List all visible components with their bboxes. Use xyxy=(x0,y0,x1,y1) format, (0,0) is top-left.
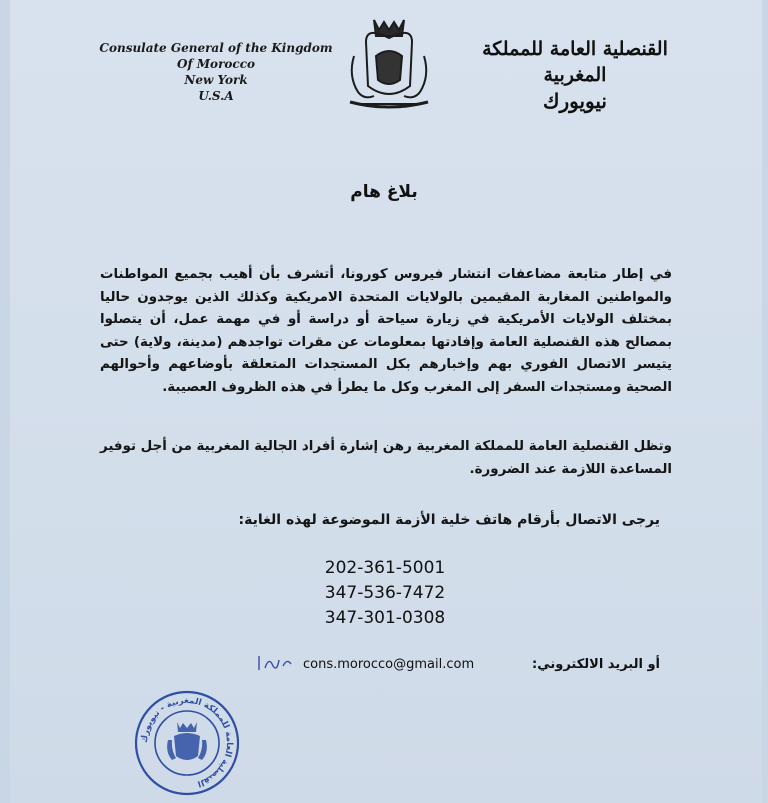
header-english-line: Of Morocco xyxy=(176,57,256,71)
consulate-header-arabic xyxy=(450,36,700,114)
phone-number: 202-361-5001 xyxy=(324,558,446,578)
notice-paragraph-2: وتظل القنصلية العامة للمملكة المغربية رهن إشارة أفراد الجالية المغربية من أجل توفير المساعدة اللازمة عند الضرورة. xyxy=(100,439,672,477)
header-english-line: Consulate General of the Kingdom xyxy=(99,41,333,55)
phone-number: 347-536-7472 xyxy=(324,583,446,603)
seal-text: القنصلية العامة للمملكة المغربية - نيويورك xyxy=(139,695,235,789)
email-label: أو البريد الالكتروني: xyxy=(532,657,660,672)
handwritten-mark xyxy=(255,652,295,674)
header-english-line: New York xyxy=(184,73,248,87)
document-sheet xyxy=(10,0,762,803)
consulate-seal-icon xyxy=(132,690,242,796)
coat-of-arms-icon xyxy=(344,16,434,112)
notice-paragraph-1: في إطار متابعة مضاعفات انتشار فيروس كورونا، أتشرف بأن أهيب بجميع المواطنات والمواطنين المغاربة المقيمين بالولايات المتحدة الامريكية وكذلك الذين يوجدون حاليا بمختلف الولايات الأمريكية في زيارة سياحة أو دراسة أو في مهمة عمل، أن يتصلوا بمصالح هذه القنصلية العامة وإفادتها بمعلومات عن مقرات تواجدهم (مدينة، ولاية) حتى يتيسر الاتصال الفوري بهم وإخبارهم بكل المستجدات المتعلقة بأوضاعهم وأحوالهم الصحية ومستجدات السفر إلى المغرب وكل ما يطرأ في هذه الظروف العصيبة. xyxy=(100,267,672,395)
consulate-header-english xyxy=(96,40,336,104)
header-english-line: U.S.A xyxy=(198,89,234,103)
header-arabic-line1: القنصلية العامة للمملكة المغربية xyxy=(482,38,668,86)
email-address: cons.morocco@gmail.com xyxy=(303,657,475,672)
contact-instruction: يرجى الاتصال بأرقام هاتف خلية الأزمة الموضوعة لهذه الغاية: xyxy=(238,512,660,528)
phone-number: 347-301-0308 xyxy=(324,608,446,628)
notice-title: بلاغ هام xyxy=(350,182,418,202)
header-arabic-line2: نيويورك xyxy=(543,89,607,113)
